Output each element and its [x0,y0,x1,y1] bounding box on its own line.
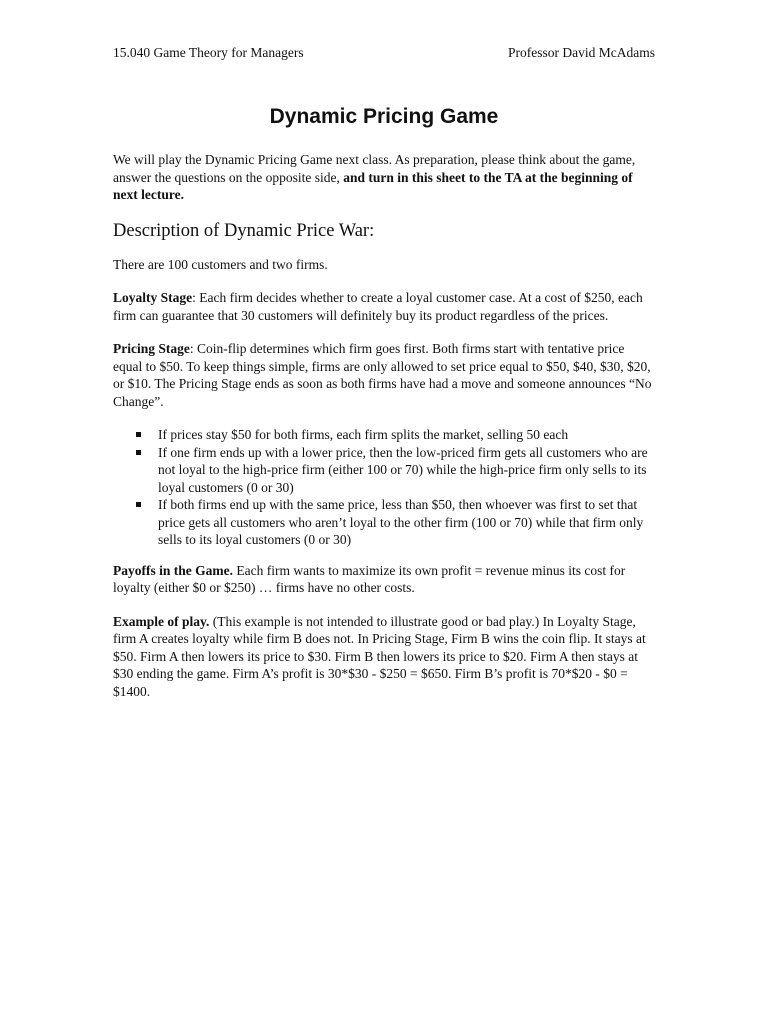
list-item-text: If both firms end up with the same price, less than $50, then whoever was first to set that price gets all customers who aren’t loyal to the other firm (100 or 70) while that firm only sells to its loyal customers (0 or 30) [158,497,644,547]
bullet-icon [136,450,141,455]
payoffs-label: Payoffs in the Game. [113,562,233,578]
pricing-text: : Coin-flip determines which firm goes first. Both firms start with tentative price equal to $50. To keep things simple, firms are only allowed to set price equal to $50, $40, $30, $20, or $10. The Pricing Stage ends as soon as both firms have had a move and someone announces “No Change”. [113,341,652,409]
intro-paragraph [113,151,655,204]
intro-text: We will play the Dynamic Pricing Game next class. As preparation, please think about the game, answer the questions on the opposite side, [113,152,636,185]
loyalty-text: : Each firm decides whether to create a loyal customer case. At a cost of $250, each firm can guarantee that 30 customers will definitely buy its product regardless of the prices. [113,290,643,323]
bullet-icon [136,432,141,437]
customers-paragraph: There are 100 customers and two firms. [113,256,328,272]
bullet-icon [136,502,141,507]
loyalty-paragraph [113,289,655,324]
pricing-label: Pricing Stage [113,341,190,356]
professor-name: Professor David McAdams [508,45,655,60]
list-item [158,496,655,549]
example-label: Example of play. [113,613,210,629]
payoffs-text: Each firm wants to maximize its own profit = revenue minus its cost for loyalty (either $0 or $250) … firms have no other costs. [113,562,626,595]
list-item-text: If prices stay $50 for both firms, each firm splits the market, selling 50 each [158,427,569,442]
page-header [113,45,655,61]
example-paragraph [113,613,655,701]
list-item [158,426,655,444]
example-text: (This example is not intended to illustrate good or bad play.) In Loyalty Stage, firm A creates loyalty while firm B does not. In Pricing Stage, Firm B wins the coin flip. It stays at $50. Firm A then lowers its price to $30. Firm B then lowers its price to $20. Firm A then stays at $30 ending the game. Firm A’s profit is 30*$30 - $250 = $650. Firm B’s profit is 70*$20 - $0 = $1400. [113,613,646,699]
loyalty-label: Loyalty Stage [113,290,193,305]
pricing-paragraph [113,340,655,410]
document-body [113,151,655,716]
payoffs-paragraph [113,562,655,597]
list-item-text: If one firm ends up with a lower price, then the low-priced firm gets all customers who are not loyal to the high-price firm (either 100 or 70) while the high-price firm only sells to its loyal customers (0 or 30) [158,444,648,495]
document-title: Dynamic Pricing Game [269,105,499,128]
course-name: 15.040 Game Theory for Managers [113,45,304,60]
list-item [158,444,655,497]
intro-bold-text: and turn in this sheet to the TA at the beginning of next lecture. [113,169,633,202]
section-heading: Description of Dynamic Price War: [113,220,375,241]
rules-list [113,426,655,549]
